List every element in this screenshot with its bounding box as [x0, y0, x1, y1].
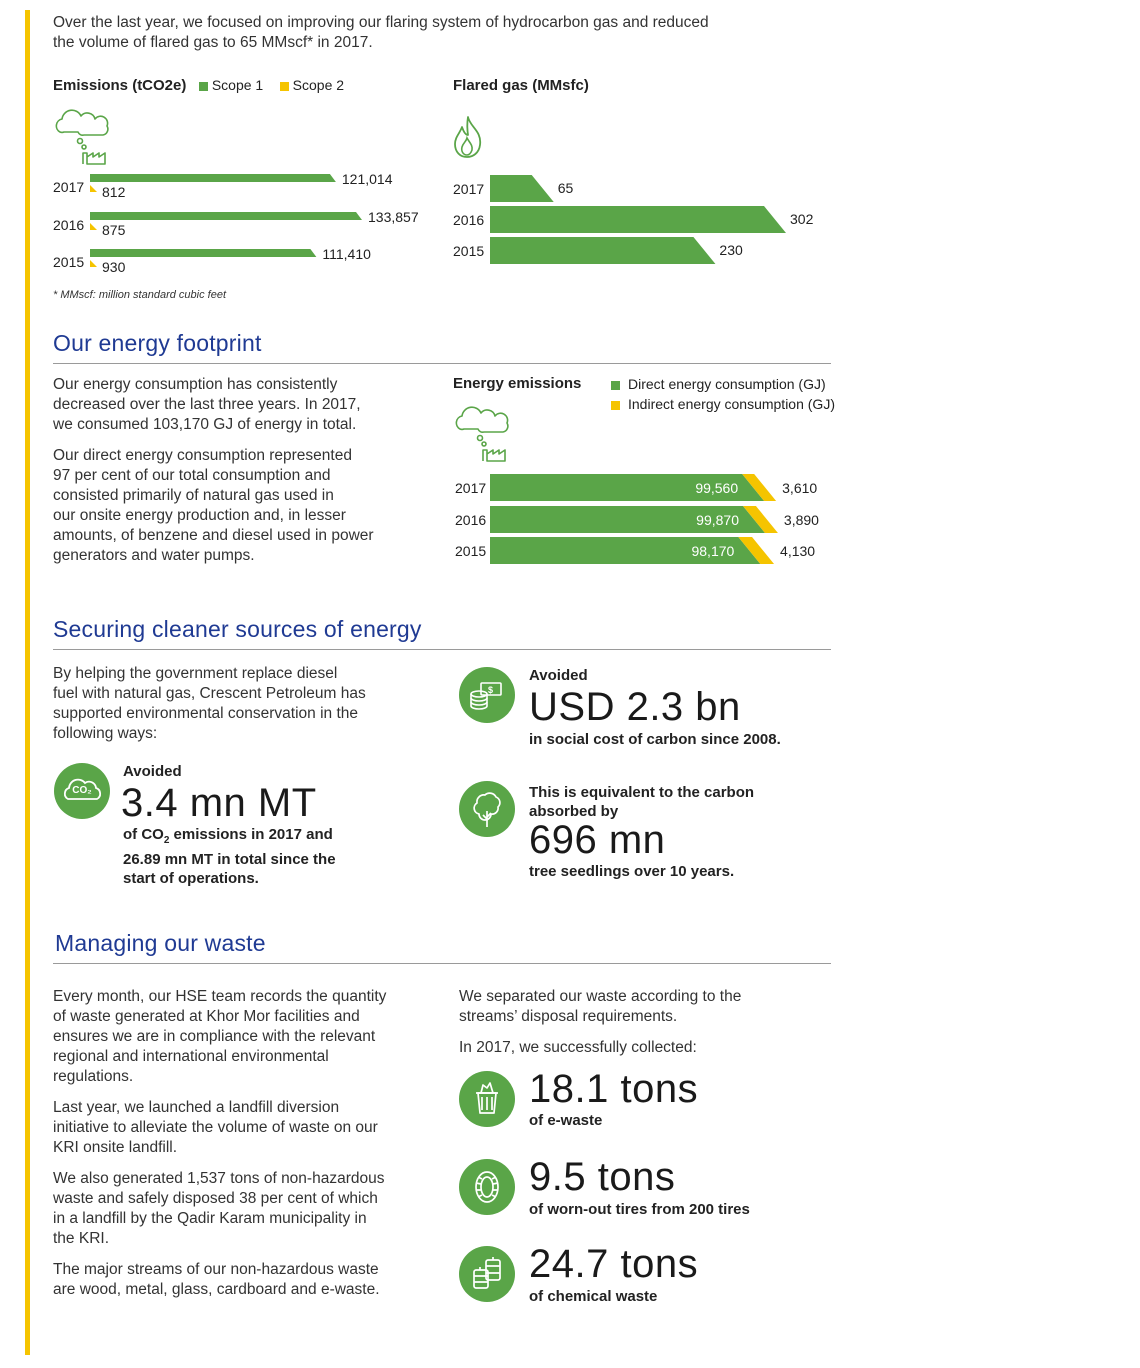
flame-icon — [450, 113, 490, 161]
text-line: In 2017, we successfully collected: — [459, 1039, 697, 1056]
ewaste-description: of e-waste — [529, 1112, 603, 1129]
text-line: ensures we are in compliance with the relevant — [53, 1028, 376, 1045]
text-line: KRI onsite landfill. — [53, 1139, 178, 1156]
legend-indirect-label: Indirect energy consumption (GJ) — [628, 396, 835, 412]
tire-icon — [459, 1159, 515, 1215]
flared-bar — [490, 175, 554, 202]
scope1-value-label: 133,857 — [368, 209, 419, 225]
flared-value-label: 65 — [557, 180, 574, 196]
legend-direct-label: Direct energy consumption (GJ) — [628, 376, 826, 392]
scope2-swatch — [280, 82, 289, 91]
emissions-year-label: 2015 — [53, 254, 85, 270]
cloud-factory-icon — [450, 401, 514, 465]
tires-value: 9.5 tons — [529, 1155, 676, 1199]
direct-value-label: 99,870 — [696, 512, 739, 528]
scope1-bar — [90, 174, 336, 182]
text-line: regulations. — [53, 1068, 134, 1085]
energy-year-label: 2017 — [455, 480, 487, 496]
waste-right-intro — [459, 987, 839, 1058]
flared-year-label: 2016 — [453, 212, 485, 228]
tree-intro-line: absorbed by — [529, 803, 619, 820]
text-line: waste and safely disposed 38 per cent of which — [53, 1190, 378, 1207]
tree-icon — [459, 781, 515, 837]
flared-year-label: 2017 — [453, 181, 485, 197]
co2-subscript: 2 — [163, 835, 170, 846]
waste-title: Managing our waste — [55, 930, 266, 956]
text-line: generators and water pumps. — [53, 547, 255, 564]
waste-paragraph — [53, 1169, 443, 1249]
section-divider — [53, 363, 831, 364]
scope2-bar — [90, 260, 97, 267]
emissions-chart — [50, 168, 430, 278]
text-line: are wood, metal, glass, cardboard and e-waste. — [53, 1281, 380, 1298]
text-line: consisted primarily of natural gas used in — [53, 487, 334, 504]
text-line: We also generated 1,537 tons of non-hazardous — [53, 1170, 385, 1187]
scope2-bar — [90, 223, 97, 230]
text-line: in a landfill by the Qadir Karam municipality in — [53, 1210, 367, 1227]
scope1-swatch — [199, 82, 208, 91]
text-line: amounts, of benzene and diesel used in power — [53, 527, 374, 544]
flared-title: Flared gas (MMsfc) — [453, 77, 589, 94]
legend-direct — [611, 376, 826, 392]
emissions-year-label: 2017 — [53, 179, 85, 195]
tree-description: tree seedlings over 10 years. — [529, 863, 735, 880]
text-line: we consumed 103,170 GJ of energy in total. — [53, 416, 357, 433]
flared-value-label: 302 — [790, 211, 814, 227]
waste-paragraph — [53, 987, 443, 1087]
legend-scope2 — [280, 77, 344, 93]
text-line: our onsite energy production and, in lesser — [53, 507, 346, 524]
money-stack-icon — [459, 667, 515, 723]
svg-text:$: $ — [488, 685, 494, 695]
usd-description: in social cost of carbon since 2008. — [529, 731, 781, 748]
energy-year-label: 2015 — [455, 543, 487, 559]
co2-desc-pre: of CO — [123, 826, 164, 843]
text-line: supported environmental conservation in the — [53, 705, 359, 722]
footnote: * MMscf: million standard cubic feet — [53, 289, 227, 301]
co2-cloud-icon — [54, 763, 110, 819]
text-line: following ways: — [53, 725, 158, 742]
usd-label: Avoided — [529, 667, 588, 684]
co2-description — [123, 825, 403, 888]
cleaner-intro — [53, 664, 433, 744]
text-line: Our energy consumption has consistently — [53, 376, 338, 393]
text-line: Every month, our HSE team records the quantity — [53, 988, 387, 1005]
tires-description: of worn-out tires from 200 tires — [529, 1201, 750, 1218]
text-line: regional and international environmental — [53, 1048, 329, 1065]
co2-label: Avoided — [123, 763, 182, 780]
co2-desc-post: emissions in 2017 and — [169, 826, 333, 843]
text-line: decreased over the last three years. In 2017, — [53, 396, 361, 413]
energy-footprint-title: Our energy footprint — [53, 330, 262, 356]
co2-desc-line — [123, 825, 403, 850]
text-line: Our direct energy consumption represented — [53, 447, 352, 464]
chemical-value: 24.7 tons — [529, 1242, 699, 1286]
text-line: The major streams of our non-hazardous waste — [53, 1261, 379, 1278]
flared-bar — [490, 206, 786, 233]
intro-line: the volume of flared gas to 65 MMscf* in 2017. — [53, 34, 373, 51]
legend-scope2-label: Scope 2 — [292, 77, 345, 93]
tree-intro-line: This is equivalent to the carbon — [529, 784, 755, 801]
scope1-value-label: 111,410 — [322, 246, 371, 262]
chemical-description: of chemical waste — [529, 1288, 658, 1305]
waste-paragraph — [53, 1260, 443, 1300]
text-line: We separated our waste according to the — [459, 988, 742, 1005]
energy-chart-title: Energy emissions — [453, 375, 582, 392]
tree-big-value: 696 mn — [529, 818, 666, 862]
text-line: of waste generated at Khor Mor facilities and — [53, 1008, 360, 1025]
ewaste-value: 18.1 tons — [529, 1067, 699, 1111]
ewaste-bin-icon — [459, 1071, 515, 1127]
text-line: By helping the government replace diesel — [53, 665, 338, 682]
text-line: streams’ disposal requirements. — [459, 1008, 678, 1025]
indirect-value-label: 3,890 — [783, 512, 819, 528]
legend-indirect — [611, 396, 835, 412]
flared-bar — [490, 237, 715, 264]
text-line: Last year, we launched a landfill diversion — [53, 1099, 340, 1116]
scope2-bar — [90, 185, 97, 192]
text-line: the KRI. — [53, 1230, 109, 1247]
scope2-value-label: 875 — [102, 222, 126, 238]
intro-paragraph — [53, 13, 833, 53]
cloud-factory-icon — [50, 104, 114, 168]
legend-scope1-label: Scope 1 — [211, 77, 264, 93]
indirect-value-label: 3,610 — [782, 480, 818, 496]
scope1-bar — [90, 249, 316, 257]
direct-value-label: 99,560 — [695, 480, 739, 496]
scope1-value-label: 121,014 — [341, 171, 393, 187]
indirect-value-label: 4,130 — [780, 543, 816, 559]
energy-paragraph-1 — [53, 375, 433, 435]
co2-big-value: 3.4 mn MT — [121, 781, 317, 825]
flared-chart — [450, 170, 850, 274]
text-line: 97 per cent of our total consumption and — [53, 467, 331, 484]
chemical-barrel-icon — [459, 1246, 515, 1302]
usd-big-value: USD 2.3 bn — [529, 685, 741, 729]
text-line: fuel with natural gas, Crescent Petroleum has — [53, 685, 366, 702]
flared-value-label: 230 — [719, 242, 743, 258]
intro-line: Over the last year, we focused on improving our flaring system of hydrocarbon gas and reduced — [53, 14, 709, 31]
emissions-header — [53, 77, 413, 95]
section-divider — [53, 649, 831, 650]
direct-value-label: 98,170 — [691, 543, 735, 559]
co2-icon-text: CO₂ — [72, 785, 92, 796]
tree-intro — [529, 783, 819, 821]
text-line: initiative to alleviate the volume of waste on our — [53, 1119, 378, 1136]
waste-paragraph — [53, 1098, 443, 1158]
energy-paragraph-2 — [53, 446, 433, 566]
scope1-bar — [90, 212, 362, 220]
cleaner-energy-title: Securing cleaner sources of energy — [53, 616, 422, 642]
scope2-value-label: 812 — [102, 184, 126, 200]
section-divider — [53, 963, 831, 964]
energy-year-label: 2016 — [455, 512, 487, 528]
scope2-value-label: 930 — [102, 259, 126, 275]
waste-left-column — [53, 987, 443, 1300]
co2-desc-line: 26.89 mn MT in total since the — [123, 851, 336, 868]
co2-desc-line: start of operations. — [123, 870, 259, 887]
direct-swatch — [611, 381, 620, 390]
emissions-year-label: 2016 — [53, 217, 85, 233]
page-accent-rule — [25, 10, 30, 1355]
indirect-swatch — [611, 401, 620, 410]
energy-chart — [450, 470, 870, 570]
emissions-title: Emissions (tCO2e) — [53, 77, 187, 94]
flared-year-label: 2015 — [453, 243, 485, 259]
legend-scope1 — [199, 77, 263, 93]
